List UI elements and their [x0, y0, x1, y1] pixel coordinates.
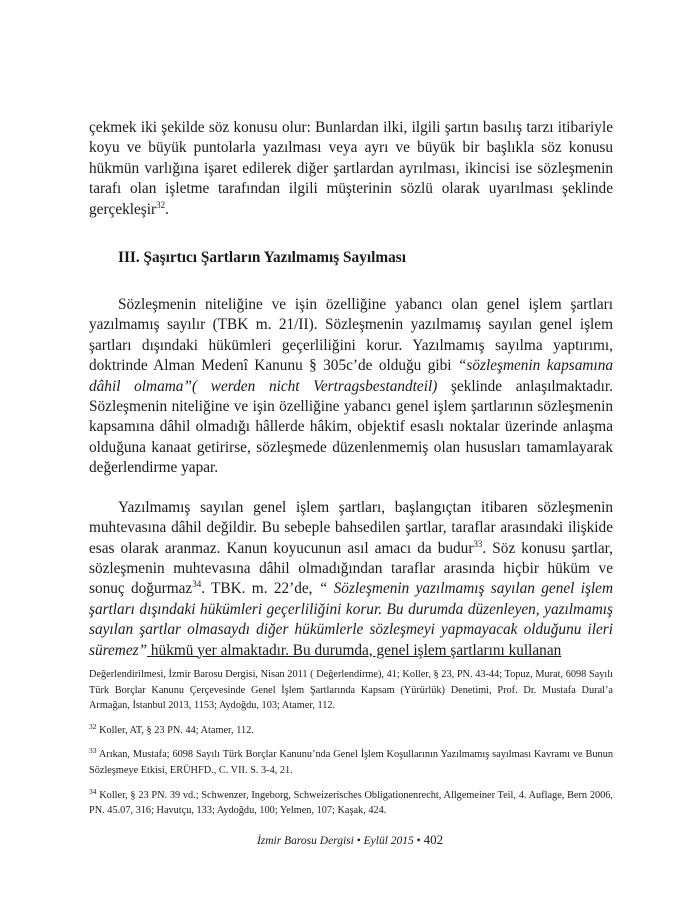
- page-footer: [0, 832, 700, 848]
- page-body: [89, 118, 613, 828]
- separator-dot: •: [356, 835, 361, 847]
- footnote-ref-33[interactable]: 33: [473, 538, 483, 549]
- footnotes: [89, 667, 613, 819]
- paragraph-text: Sözleşmenin niteliğine ve işin özelliğine yabancı olan genel işlem şartları yazılmamış sayılır (TBK m. 21/II). Sözleşmenin yazılmamış sayılan genel işlem şartları dışındaki hükümleri geçerliliğini korur. Yazılmamış sayılma yaptırımı, doktrinde Alman Medenî Kanunu § 305c’de olduğu gibi: [89, 296, 613, 375]
- paragraph-text: . Söz konusu şartlar, sözleşmenin muhtevasına dâhil olmadığından taraflar arasında hiçbir hüküm ve sonuç doğurmaz: [89, 539, 613, 598]
- footnote-number: 32: [89, 721, 97, 731]
- footnote-32: [89, 723, 613, 739]
- footnote-33: [89, 747, 613, 778]
- paragraph-1: [89, 118, 613, 220]
- separator-dot: •: [416, 835, 421, 847]
- footnote-ref-34[interactable]: 34: [192, 579, 202, 590]
- footnote-text: Koller, § 23 PN. 39 vd.; Schwenzer, Ingeborg, Schweizerisches Obligationenrecht, Allgemeiner Teil, 4. Auflage, Bern 2006, PN. 45.07, 316; Havutçu, 133; Aydoğdu, 100; Yelmen, 107; Kaşak, 424.: [89, 789, 613, 817]
- paragraph-text: çekmek iki şekilde söz konusu olur: Bunlardan ilki, ilgili şartın basılış tarzı itibariyle koyu ve büyük puntolarla yazılması veya ayrı ve büyük bir başlıkla söz konusu hükmün varlığına işaret edilerek diğer şartlardan ayrılması, ikincisi ise sözleşmenin tarafı olan işletme tarafından ilgili müşterinin sözlü olarak uyarılması şeklinde gerçekleşir: [89, 119, 613, 218]
- paragraph-text: . TBK. m. 22’de,: [201, 580, 319, 598]
- paragraph-text: şeklinde anlaşılmaktadır. Sözleşmenin niteliğine ve işin özelliğine yabancı genel işlem şartlarının sözleşmenin kapsamına dâhil olmadığı hâllerde hâkim, objektif esaslı noktalar üzerinde anlaşma olduğuna kanaat getirirse, sözleşmede düzenlenmemiş olan hususları tamamlayarak değerlendirme yapar.: [89, 377, 613, 477]
- italic-quote: “sözleşmenin kapsamına dâhil olmama”( werden nicht Vertragsbestandteil): [89, 357, 613, 395]
- footnote-number: 34: [89, 786, 97, 796]
- footnote-text: Arıkan, Mustafa; 6098 Sayılı Türk Borçlar Kanunu’nda Genel İşlem Koşullarının Yazılmamış sayılması Kavramı ve Bunun Sözleşmeye Etkisi, ERÜHFD., C. VII. S. 3-4, 21.: [89, 749, 613, 776]
- paragraph-end: .: [165, 200, 169, 218]
- issue-date: Eylül 2015: [363, 835, 414, 847]
- footnote-34: [89, 788, 613, 819]
- paragraph-text: Yazılmamış sayılan genel işlem şartları, başlangıçtan itibaren sözleşmenin muhtevasına dâhil değildir. Bu sebeple bahsedilen şartlar, taraflar arasındaki ilişkide esas olarak aranmaz. Kanun koyucunun asıl amacı da budur: [89, 498, 613, 557]
- footnote-number: 33: [89, 746, 97, 756]
- paragraph-gap: [89, 479, 613, 498]
- paragraph-3: [89, 498, 613, 661]
- section-heading: III. Şaşırtıcı Şartların Yazılmamış Sayılması: [118, 249, 406, 267]
- paragraph-2: [89, 295, 613, 479]
- footnote-text: Koller, AT, § 23 PN. 44; Atamer, 112.: [96, 724, 254, 736]
- journal-name: İzmir Barosu Dergisi: [256, 835, 354, 847]
- footnote-ref-32[interactable]: 32: [156, 199, 166, 210]
- underlined-text: hükmü yer almaktadır. Bu durumda, genel işlem şartlarını kullanan: [147, 641, 562, 659]
- italic-quote: “ Sözleşmenin yazılmamış sayılan genel işlem şartları dışındaki hükümleri geçerliliğini korur. Bu durumda düzenleyen, yazılmamış sayılan şartlar olmasaydı diğer hükümlerle sözleşmeyi yapmayacak olduğunu ileri süremez”: [89, 580, 614, 659]
- page-number: 402: [423, 832, 444, 847]
- footnote-continuation: Değerlendirilmesi, İzmir Barosu Dergisi, Nisan 2011 ( Değerlendirme), 41; Koller, § 23, PN. 43-44; Topuz, Murat, 6098 Sayılı Türk Borçlar Kanunu Çerçevesinde Genel İşlem Şartlarında Kapsam (Yürürlük) Denetimi, Prof. Dr. Mustafa Dural’a Armağan, İstanbul 2013, 1153; Aydoğdu, 103; Atamer, 112.: [89, 668, 613, 712]
